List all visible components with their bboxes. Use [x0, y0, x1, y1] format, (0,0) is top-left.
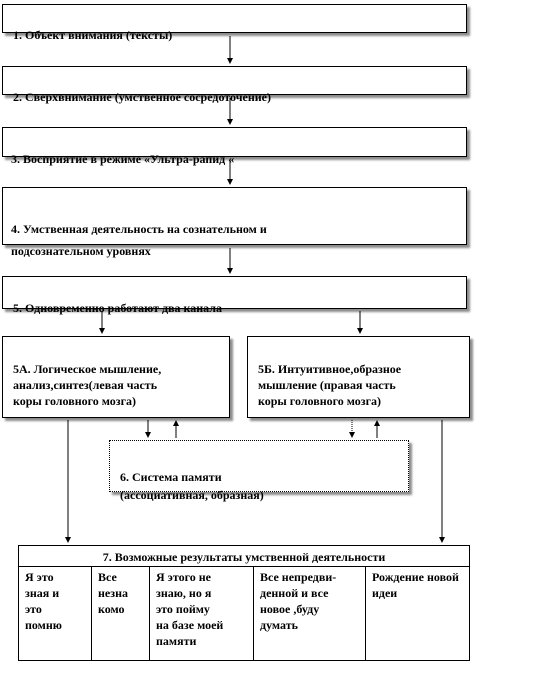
result-cell-2: Все незна комо	[92, 567, 150, 661]
results-title: 7. Возможные результаты умственной деятельности	[19, 546, 469, 567]
step-3-box	[2, 127, 467, 166]
step-2-box	[2, 66, 467, 104]
result-cell-1: Я это зная и это помню	[19, 567, 92, 661]
step-5-label: 5. Одновременно работают два канала	[13, 301, 223, 315]
step-1-label: 1. Объект внимания (тексты)	[13, 28, 173, 42]
step-1-box	[2, 4, 467, 42]
step-5a-box	[2, 336, 230, 418]
step-5b-label: 5Б. Интуитивное,образное мышление (правая часть коры головного мозга)	[258, 362, 402, 408]
result-cell-3: Я этого не знаю, но я это пойму на базе моей памяти	[150, 567, 254, 661]
step-4-box	[2, 187, 467, 258]
step-5b-box	[247, 336, 470, 418]
step-5a-label: 5А. Логическое мышление, анализ,синтез(левая часть коры головного мозга)	[13, 362, 162, 408]
step-5-box	[2, 276, 467, 315]
step-3-label: 3. Восприятие в режиме «Ультра-рапид «	[11, 152, 235, 166]
step-6-box	[109, 440, 409, 502]
result-cell-4: Все непредви- денной и все новое ,буду думать	[254, 567, 366, 661]
step-6-label: 6. Система памяти (ассоциативная, образная)	[120, 470, 264, 502]
result-cell-5: Рождение новой идеи	[372, 570, 459, 600]
step-2-label: 2. Сверхвнимание (умственное сосредоточение)	[13, 90, 271, 104]
results-row	[19, 567, 469, 661]
results-table	[18, 545, 470, 661]
step-4-label: 4. Умственная деятельность на сознательном и подсознательном уровнях	[11, 222, 267, 258]
